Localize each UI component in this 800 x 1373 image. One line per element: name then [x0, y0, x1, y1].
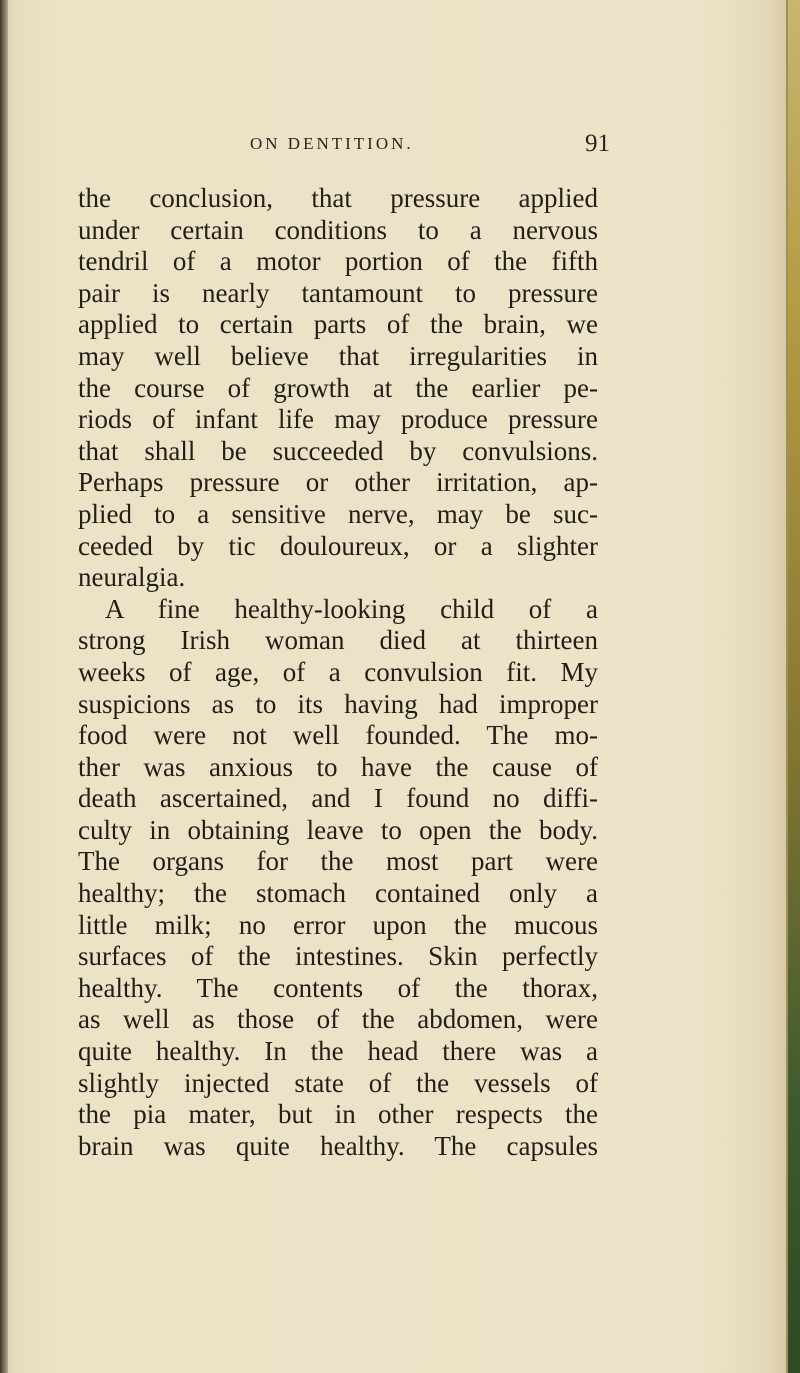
book-spine-edge [788, 0, 800, 1373]
page-number: 91 [585, 130, 610, 157]
text-line: that shall be succeeded by convulsions. [78, 435, 598, 466]
running-head: ON DENTITION. [250, 134, 414, 153]
text-line: brain was quite healthy. The capsules [78, 1130, 598, 1161]
text-line: ceeded by tic douloureux, or a slighter [78, 530, 598, 561]
text-line: culty in obtaining leave to open the body. [78, 814, 598, 845]
text-line: applied to certain parts of the brain, we [78, 309, 598, 340]
text-line: the conclusion, that pressure applied [78, 183, 598, 213]
body-text [78, 183, 598, 1162]
text-line: riods of infant life may produce pressure [78, 404, 598, 435]
text-line: tendril of a motor portion of the fifth [78, 246, 598, 277]
text-line: ther was anxious to have the cause of [78, 751, 598, 782]
text-line: weeks of age, of a convulsion fit. My [78, 656, 598, 687]
page-left-edge [0, 0, 8, 1373]
text-line: slightly injected state of the vessels of [78, 1067, 598, 1098]
text-line: the pia mater, but in other respects the [78, 1099, 598, 1130]
text-line: the course of growth at the earlier pe- [78, 372, 598, 403]
text-line: as well as those of the abdomen, were [78, 1004, 598, 1035]
text-line: food were not well founded. The mo- [78, 720, 598, 751]
text-line: pair is nearly tantamount to pressure [78, 277, 598, 308]
text-line: Perhaps pressure or other irritation, ap- [78, 467, 598, 498]
text-line: suspicions as to its having had improper [78, 688, 598, 719]
text-line: little milk; no error upon the mucous [78, 909, 598, 940]
text-line: strong Irish woman died at thirteen [78, 625, 598, 656]
text-line: under certain conditions to a nervous [78, 214, 598, 245]
paragraph-first-line: A fine healthy-looking child of a [105, 593, 598, 624]
text-line: surfaces of the intestines. Skin perfectly [78, 941, 598, 972]
page-header [250, 130, 610, 160]
text-line: neuralgia. [78, 562, 186, 593]
text-line: healthy; the stomach contained only a [78, 878, 598, 909]
text-line: The organs for the most part were [78, 846, 598, 877]
text-line: death ascertained, and I found no diffi- [78, 783, 598, 814]
text-line: plied to a sensitive nerve, may be suc- [78, 498, 598, 529]
text-line: may well believe that irregularities in [78, 340, 598, 371]
text-line: quite healthy. In the head there was a [78, 1036, 598, 1067]
text-line: healthy. The contents of the thorax, [78, 972, 598, 1003]
